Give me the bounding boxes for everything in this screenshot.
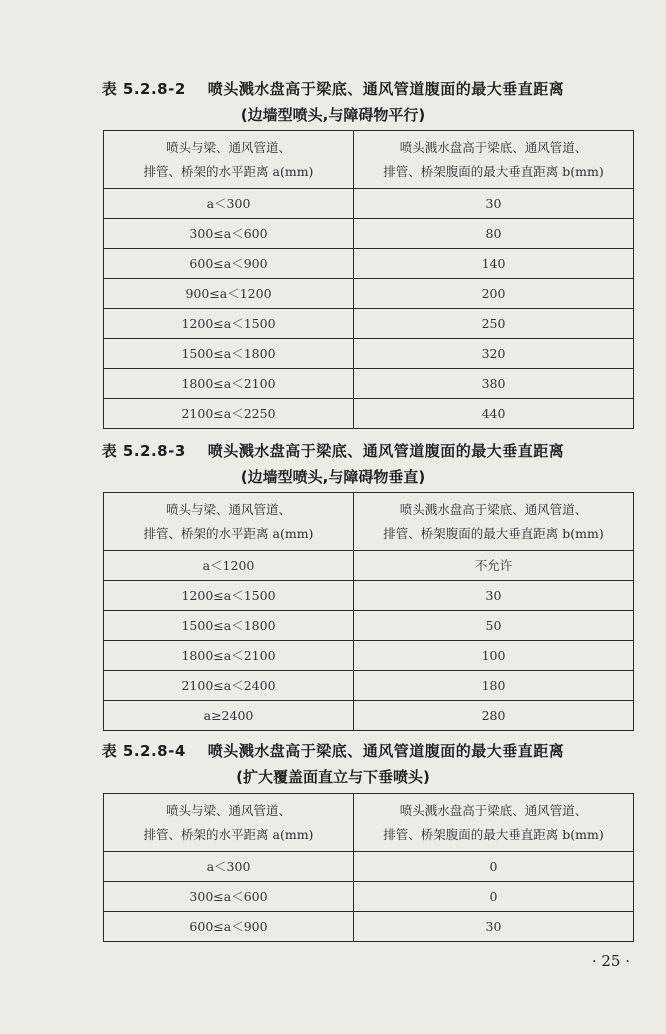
header-line: 排管、桥架的水平距离 a(mm) xyxy=(143,163,314,179)
value-cell: 不允许 xyxy=(354,551,634,581)
value-cell: 30 xyxy=(354,912,634,942)
table-number: 表 5.2.8-4 xyxy=(101,742,186,760)
table-row xyxy=(104,219,634,249)
header-line: 喷头溅水盘高于梁底、通风管道、 xyxy=(399,501,588,517)
value-cell: 200 xyxy=(354,279,634,309)
table-row xyxy=(104,249,634,279)
value-cell: 140 xyxy=(354,249,634,279)
range-cell: 1800≤a＜2100 xyxy=(104,641,354,671)
table-row xyxy=(104,671,634,701)
range-cell: a＜1200 xyxy=(104,551,354,581)
header-line: 喷头与梁、通风管道、 xyxy=(165,802,291,818)
table-body xyxy=(104,852,634,942)
value-cell: 380 xyxy=(354,369,634,399)
value-cell: 250 xyxy=(354,309,634,339)
table-row xyxy=(104,189,634,219)
table-subtitle: (扩大覆盖面直立与下垂喷头) xyxy=(236,768,430,786)
column-header-horizontal-distance xyxy=(104,131,354,189)
header-line: 喷头与梁、通风管道、 xyxy=(165,501,291,517)
range-cell: 1500≤a＜1800 xyxy=(104,611,354,641)
range-cell: a＜300 xyxy=(104,852,354,882)
column-header-vertical-distance xyxy=(354,794,634,852)
table-row xyxy=(104,882,634,912)
table-row xyxy=(104,369,634,399)
header-line: 喷头与梁、通风管道、 xyxy=(165,139,291,155)
range-cell: 1800≤a＜2100 xyxy=(104,369,354,399)
table-row xyxy=(104,852,634,882)
table-header-row xyxy=(104,794,634,852)
value-cell: 30 xyxy=(354,581,634,611)
table-row xyxy=(104,339,634,369)
table-subtitle: (边墙型喷头,与障碍物平行) xyxy=(240,106,426,124)
value-cell: 320 xyxy=(354,339,634,369)
data-table xyxy=(103,793,634,942)
table-title xyxy=(0,740,666,761)
range-cell: 300≤a＜600 xyxy=(104,882,354,912)
header-line: 喷头溅水盘高于梁底、通风管道、 xyxy=(399,802,588,818)
range-cell: 2100≤a＜2400 xyxy=(104,671,354,701)
data-table xyxy=(103,130,634,429)
table-header-row xyxy=(104,493,634,551)
value-cell: 80 xyxy=(354,219,634,249)
table-header-row xyxy=(104,131,634,189)
value-cell: 50 xyxy=(354,611,634,641)
value-cell: 440 xyxy=(354,399,634,429)
table-title xyxy=(0,78,666,99)
value-cell: 0 xyxy=(354,852,634,882)
table-row xyxy=(104,701,634,731)
header-line: 排管、桥架的水平距离 a(mm) xyxy=(143,826,314,842)
table-body xyxy=(104,189,634,429)
range-cell: 1200≤a＜1500 xyxy=(104,309,354,339)
header-line: 排管、桥架腹面的最大垂直距离 b(mm) xyxy=(383,826,604,842)
table-title-text: 喷头溅水盘高于梁底、通风管道腹面的最大垂直距离 xyxy=(207,80,565,98)
table-row xyxy=(104,611,634,641)
column-header-horizontal-distance xyxy=(104,794,354,852)
table-row xyxy=(104,581,634,611)
table-row xyxy=(104,279,634,309)
header-line: 排管、桥架的水平距离 a(mm) xyxy=(143,525,314,541)
value-cell: 180 xyxy=(354,671,634,701)
value-cell: 280 xyxy=(354,701,634,731)
table-number: 表 5.2.8-3 xyxy=(101,442,186,460)
table-row xyxy=(104,912,634,942)
range-cell: a＜300 xyxy=(104,189,354,219)
range-cell: 300≤a＜600 xyxy=(104,219,354,249)
header-line: 排管、桥架腹面的最大垂直距离 b(mm) xyxy=(383,163,604,179)
table-title-text: 喷头溅水盘高于梁底、通风管道腹面的最大垂直距离 xyxy=(207,742,565,760)
data-table xyxy=(103,492,634,731)
range-cell: 600≤a＜900 xyxy=(104,912,354,942)
value-cell: 100 xyxy=(354,641,634,671)
range-cell: a≥2400 xyxy=(104,701,354,731)
table-title-text: 喷头溅水盘高于梁底、通风管道腹面的最大垂直距离 xyxy=(207,442,565,460)
table-title xyxy=(0,440,666,461)
column-header-horizontal-distance xyxy=(104,493,354,551)
header-line: 喷头溅水盘高于梁底、通风管道、 xyxy=(399,139,588,155)
table-subtitle: (边墙型喷头,与障碍物垂直) xyxy=(240,468,426,486)
table-row xyxy=(104,551,634,581)
table-row xyxy=(104,641,634,671)
table-number: 表 5.2.8-2 xyxy=(101,80,186,98)
value-cell: 30 xyxy=(354,189,634,219)
header-line: 排管、桥架腹面的最大垂直距离 b(mm) xyxy=(383,525,604,541)
range-cell: 2100≤a＜2250 xyxy=(104,399,354,429)
range-cell: 1500≤a＜1800 xyxy=(104,339,354,369)
table-row xyxy=(104,309,634,339)
table-row xyxy=(104,399,634,429)
page-number: · 25 · xyxy=(591,952,630,970)
column-header-vertical-distance xyxy=(354,131,634,189)
range-cell: 900≤a＜1200 xyxy=(104,279,354,309)
table-body xyxy=(104,551,634,731)
column-header-vertical-distance xyxy=(354,493,634,551)
value-cell: 0 xyxy=(354,882,634,912)
range-cell: 600≤a＜900 xyxy=(104,249,354,279)
range-cell: 1200≤a＜1500 xyxy=(104,581,354,611)
